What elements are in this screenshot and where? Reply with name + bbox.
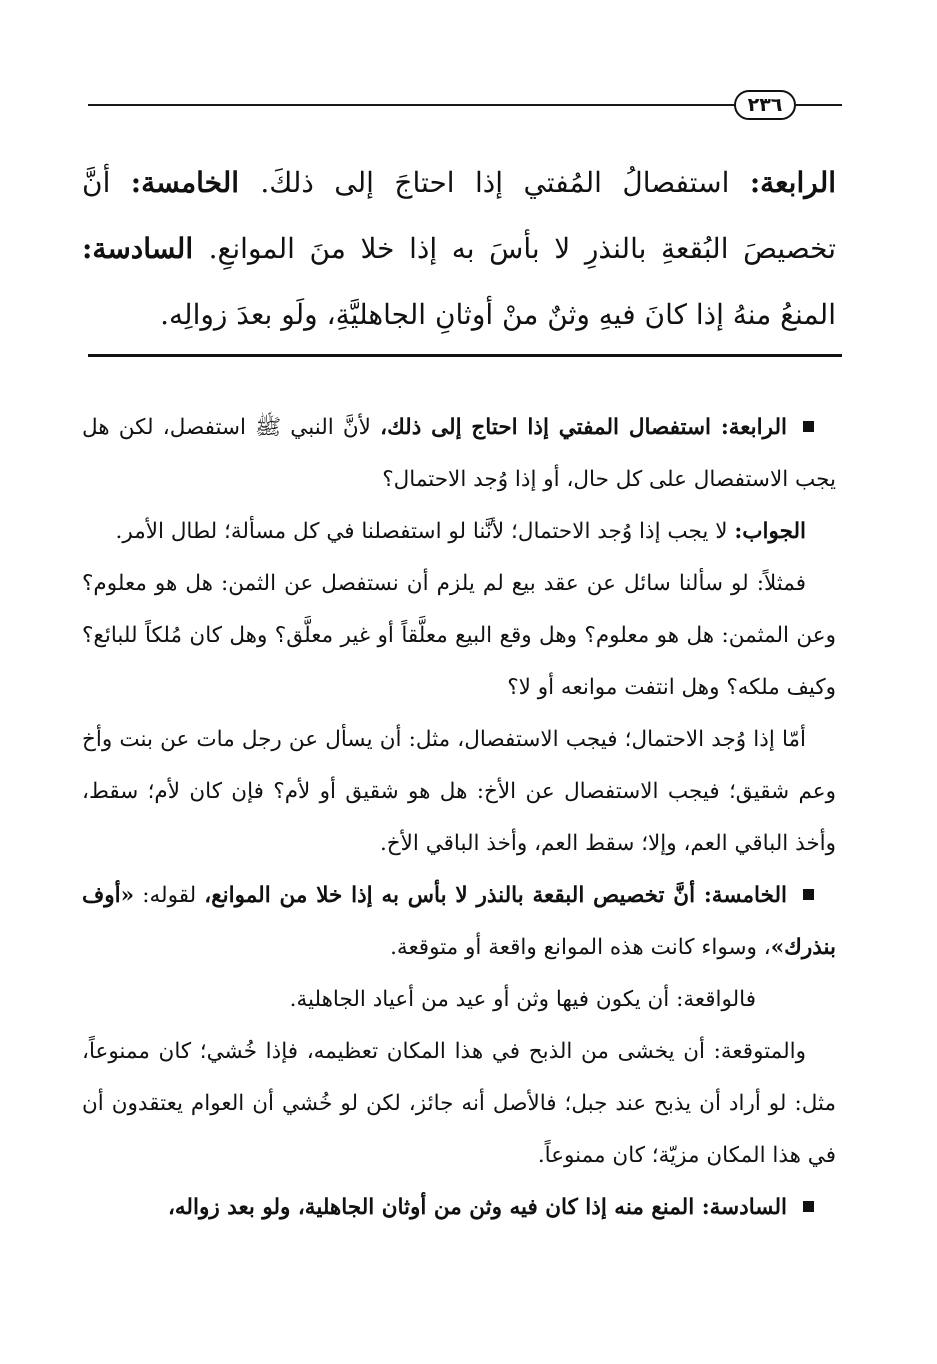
square-bullet-icon <box>803 421 814 432</box>
expected-obstacle-paragraph: والمتوقعة: أن يخشى من الذبح في هذا المكان تعظيمه، فإذا خُشي؛ كان ممنوعاً، مثل: لو أراد أن يذبح عند جبل؛ فالأصل أنه جائز، لكن لو خُشي أن العوام يعتقدون أن في هذا المكان مزيّة؛ كان ممنوعاً. <box>82 1039 836 1168</box>
section-5-quote: «أوف بنذرك» <box>82 883 836 960</box>
section-5-prefix: لقوله: <box>134 883 205 908</box>
section-5-text: ، وسواء كانت هذه الموانع واقعة أو متوقعة. <box>390 935 771 960</box>
header-rule-left <box>88 104 736 106</box>
matn-text-5: أنَّ تخصيصَ البُقعةِ بالنذرِ لا بأسَ به إذا خلا منَ الموانعِ. <box>82 166 836 265</box>
answer-paragraph <box>82 506 836 558</box>
answer-label: الجواب: <box>734 519 806 544</box>
commentary-text <box>82 402 836 1234</box>
matn-term-5: الخامسة: <box>130 166 261 199</box>
matn-term-6: السادسة: <box>82 232 209 265</box>
page-number: ٢٣٦ <box>747 94 783 116</box>
square-bullet-icon <box>803 889 814 900</box>
answer-text: لا يجب إذا وُجد الاحتمال؛ لأنَّنا لو استفصلنا في كل مسألة؛ لطال الأمر. <box>115 519 735 544</box>
matn-text-6: المنعُ منهُ إذا كانَ فيهِ وثنٌ منْ أوثانِ الجاهليَّةِ، ولَو بعدَ زوالِه. <box>160 298 836 331</box>
commentary-section-6 <box>82 1182 836 1234</box>
matn-text-4: استفصالُ المُفتي إذا احتاجَ إلى ذلكَ. <box>260 166 750 199</box>
example-paragraph-2: أمّا إذا وُجد الاحتمال؛ فيجب الاستفصال، مثل: أن يسأل عن رجل مات عن بنت وأخ وعم شقيق؛ فيجب الاستفصال عن الأخ: هل هو شقيق أو لأم؟ فإن كان لأم؛ سقط، وأخذ الباقي العم، وإلا؛ سقط العم، وأخذ الباقي الأخ. <box>82 727 836 856</box>
matn-separator-rule <box>88 354 842 357</box>
commentary-section-5 <box>82 870 836 974</box>
section-4-text: لأنَّ النبي ﷺ استفصل، لكن هل يجب الاستفصال على كل حال، أو إذا وُجد الاحتمال؟ <box>82 415 836 492</box>
section-5-heading: الخامسة: أنَّ تخصيص البقعة بالنذر لا بأس به إذا خلا من الموانع، <box>204 883 787 908</box>
header-rule-right <box>794 104 842 106</box>
matn-text <box>82 150 836 348</box>
commentary-section-4 <box>82 402 836 506</box>
actual-obstacle-paragraph: فالواقعة: أن يكون فيها وثن أو عيد من أعياد الجاهلية. <box>289 987 756 1012</box>
example-paragraph-1: فمثلاً: لو سألنا سائل عن عقد بيع لم يلزم أن نستفصل عن الثمن: هل هو معلوم؟ وعن المثمن: هل هو معلوم؟ وهل وقع البيع معلَّقاً أو غير معلَّق؟ وهل كان مُلكاً للبائع؟ وكيف ملكه؟ وهل انتفت موانعه أو لا؟ <box>82 571 836 700</box>
section-4-heading: الرابعة: استفصال المفتي إذا احتاج إلى ذلك، <box>380 415 787 440</box>
matn-term-4: الرابعة: <box>749 166 836 199</box>
square-bullet-icon <box>803 1201 814 1212</box>
section-6-heading: السادسة: المنع منه إذا كان فيه وثن من أوثان الجاهلية، ولو بعد زواله، <box>167 1195 787 1220</box>
page-number-badge <box>734 90 796 120</box>
